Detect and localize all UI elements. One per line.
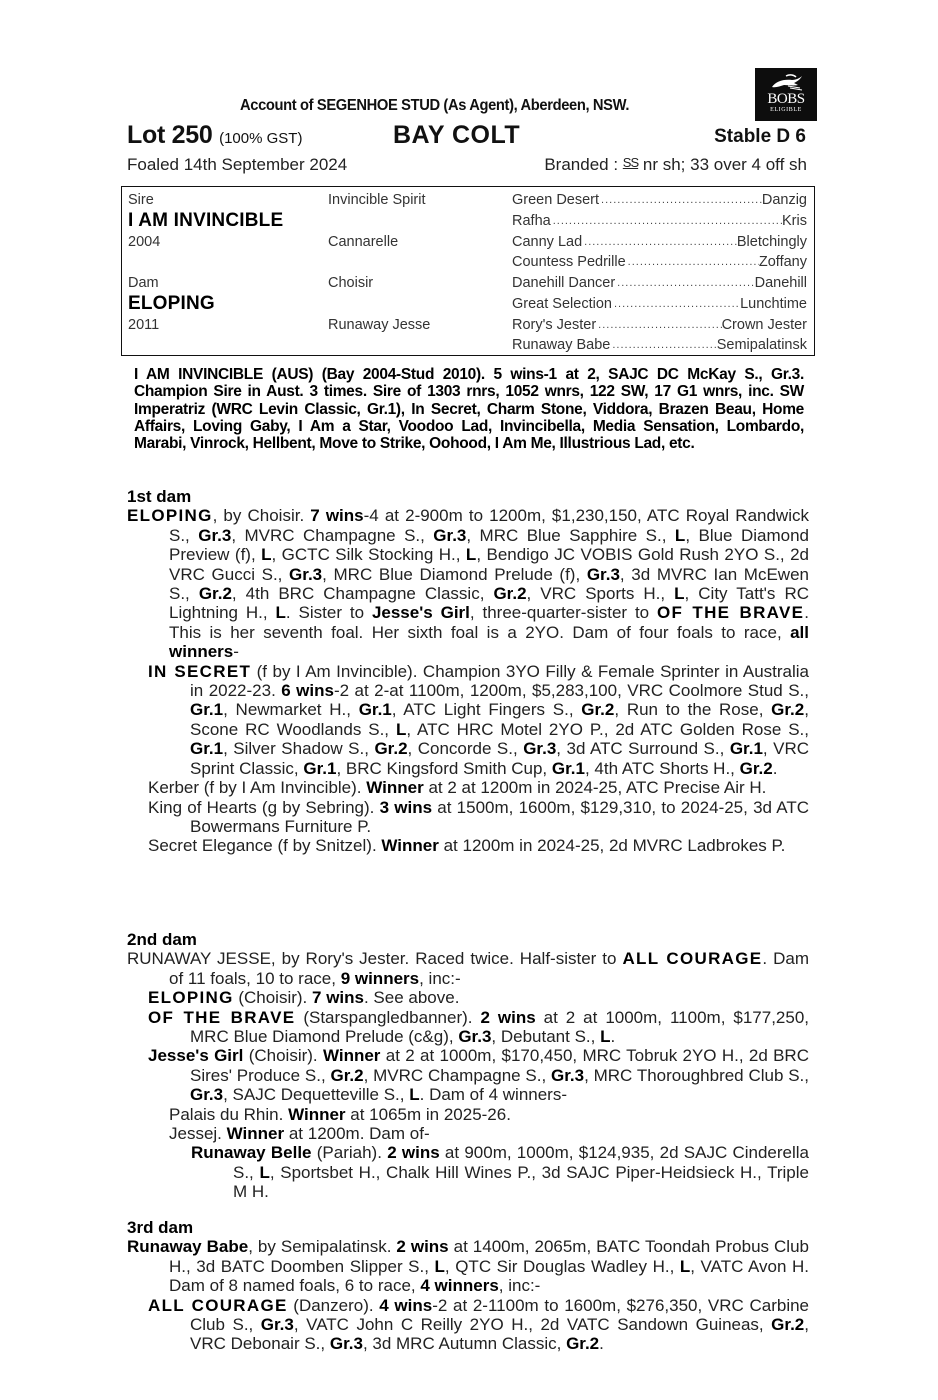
emphasis-text: Gr.2 [581, 700, 615, 720]
emphasis-text: Gr.3 [329, 1334, 363, 1354]
pedigree-gen3 [512, 335, 807, 355]
progeny-entry [148, 1008, 809, 1047]
brand-info [544, 155, 807, 175]
second-dam-entries [127, 949, 809, 1201]
progeny-entry [169, 1124, 809, 1143]
pedigree-gen4-sire: Semipalatinsk [716, 337, 807, 353]
emphasis-text: Gr.2 [374, 739, 408, 759]
pedigree-gen3 [512, 294, 807, 314]
second-dam-heading: 2nd dam [127, 930, 197, 949]
emphasis-text: Gr.2 [493, 584, 527, 604]
branded-label: Branded : [544, 155, 619, 174]
body-text: , GCTC Silk Stocking H., [271, 545, 466, 565]
body-text: , VRC Debonair S., [190, 1315, 809, 1354]
stable-location: Stable D 6 [714, 126, 806, 147]
body-text: , BRC Kingsford Smith Cup, [336, 758, 552, 778]
emphasis-text: L [275, 603, 286, 623]
pedigree-gen3-name: Rory's Jester [512, 317, 597, 333]
progeny-entry [127, 1237, 809, 1295]
body-text: , three-quarter-sister to [469, 603, 658, 623]
body-text: , Newmarket H., [223, 700, 359, 720]
body-text: . Dam of 11 foals, 10 to race, [169, 949, 809, 988]
body-text: , Blue Diamond Preview (f), [169, 525, 809, 565]
pedigree-gen3 [512, 190, 807, 210]
emphasis-text: 2 wins [387, 1143, 440, 1163]
emphasis-text: Gr.3 [190, 1085, 224, 1105]
emphasis-text: ELOPING [127, 506, 213, 526]
emphasis-text: 7 wins [312, 988, 364, 1008]
emphasis-text: 9 winners [340, 968, 420, 988]
body-text: at 2 at 1000m, 1100m, $177,250, MRC Blue Diamond Prelude (c&g), [190, 1007, 810, 1047]
body-text: Palais du Rhin. [169, 1104, 289, 1124]
emphasis-text: 4 wins [379, 1295, 433, 1315]
body-text: , Run to the Rose, [614, 700, 772, 720]
pedigree-row [122, 335, 814, 355]
pedigree-gen3 [512, 232, 807, 252]
horse-description: BAY COLT [393, 121, 521, 149]
dot-leader [582, 232, 737, 252]
body-text: , Debutant S., [491, 1027, 601, 1047]
body-text: , by Choisir. [212, 506, 311, 526]
emphasis-text: Gr.3 [433, 525, 467, 545]
body-text: , Sportsbet H., Chalk Hill Wines P., 3d SAJC Piper-Heidsieck H., Triple M H. [233, 1162, 809, 1202]
pedigree-gen1: I AM INVINCIBLE [128, 210, 284, 231]
body-text: , VATC John C Reilly 2YO H., 2d VATC Sandown Guineas, [293, 1315, 772, 1335]
pedigree-gen3 [512, 252, 807, 272]
pedigree-table [121, 186, 815, 356]
dot-leader [596, 315, 721, 335]
pedigree-gen2: Choisir [328, 275, 374, 291]
progeny-entry [148, 1046, 809, 1104]
bobs-eligible-logo [755, 68, 817, 121]
body-text: , Silver Shadow S., [223, 739, 375, 759]
body-text: . [610, 1027, 616, 1047]
dot-leader [612, 294, 740, 314]
pedigree-gen1: 2004 [128, 234, 161, 250]
body-text: , VATC Avon H. Dam of 8 named foals, 6 to race, [169, 1256, 809, 1296]
pedigree-gen3-name: Green Desert [512, 192, 600, 208]
body-text: , QTC Sir Douglas Wadley H., [444, 1256, 680, 1276]
emphasis-text: Runaway Belle [191, 1143, 312, 1163]
pedigree-gen3 [512, 273, 807, 293]
emphasis-text: L [674, 584, 685, 604]
emphasis-text: L [434, 1256, 445, 1276]
foaled-date: Foaled 14th September 2024 [127, 155, 348, 174]
body-text: , Concorde S., [407, 739, 524, 759]
emphasis-text: 6 wins [281, 681, 334, 701]
body-text: . Dam of 4 winners- [419, 1085, 568, 1105]
emphasis-text: Jesse's Girl [148, 1046, 244, 1066]
emphasis-text: L [465, 545, 477, 565]
branded-text: nr sh; 33 over 4 off sh [642, 155, 807, 174]
emphasis-text: Gr.1 [729, 739, 763, 759]
emphasis-text: all winners [169, 622, 809, 662]
body-text: at 1400m, 2065m, BATC Toondah Probus Club H., 3d BATC Doomben Slipper S., [169, 1237, 809, 1276]
body-text: , MRC Blue Sapphire S., [466, 525, 675, 545]
body-text: at 900m, 1000m, $124,935, 2d SAJC Cinderella S., [233, 1143, 809, 1182]
sire-summary: I AM INVINCIBLE (AUS) (Bay 2004-Stud 2010). 5 wins-1 at 2, SAJC DC McKay S., Gr.3. Champion Sire in Aust. 3 times. Sire of 1303 rnrs, 1052 wnrs, 122 SW, 17 G1 wnrs, inc. SW Imperatriz (WRC Levin Classic, Gr.1), In Secret, Charm Stone, Viddora, Brazen Beau, Home Affairs, Loving Gaby, I Am a Star, Voodoo Lad, Invincibella, Media Sensation, Lombardo, Marabi, Vinrock, Hellbent, Move to Strike, Oohood, I Am Me, Illustrious Lad, etc. [134, 366, 804, 453]
pedigree-gen3-name: Countess Pedrille [512, 254, 626, 270]
body-text: (Starspangledbanner). [295, 1007, 481, 1027]
pedigree-gen1: ELOPING [128, 293, 215, 314]
third-dam-heading: 3rd dam [127, 1218, 194, 1237]
emphasis-text: Winner [288, 1104, 346, 1124]
pedigree-gen4-sire: Zoffany [758, 254, 807, 270]
emphasis-text: L [259, 1162, 270, 1182]
body-text: RUNAWAY JESSE, by Rory's Jester. Raced twice. Half-sister to [127, 949, 623, 969]
body-text: . [772, 758, 778, 778]
body-text: , 3d MVRC Ian McEwen S., [169, 564, 809, 604]
first-dam-entries [127, 506, 809, 855]
emphasis-text: Runaway Babe [127, 1237, 249, 1257]
emphasis-text: Gr.1 [190, 739, 224, 759]
body-text: -4 at 2-900m to 1200m, $1,230,150, ATC Royal Randwick S., [169, 506, 809, 545]
pedigree-gen4-sire: Lunchtime [740, 296, 807, 312]
pedigree-row [122, 315, 814, 335]
progeny-entry [169, 1105, 809, 1124]
pedigree-row [122, 211, 814, 231]
emphasis-text: Gr.2 [566, 1334, 600, 1354]
emphasis-text: 2 wins [480, 1007, 536, 1027]
dot-leader [610, 335, 716, 355]
emphasis-text: L [674, 525, 686, 545]
emphasis-text: Gr.2 [198, 584, 232, 604]
emphasis-text: Winner [226, 1124, 285, 1144]
second-dam-section [127, 930, 809, 1202]
pedigree-gen4-sire: Kris [782, 213, 807, 229]
body-text: -2 at 2-at 1100m, 1200m, $5,283,100, VRC Coolmore Stud S., [333, 681, 809, 701]
progeny-entry [148, 798, 809, 837]
body-text: Kerber (f by I Am Invincible). [148, 778, 367, 798]
body-text: , 4th ATC Shorts H., [584, 758, 740, 778]
pedigree-gen4-sire: Danehill [754, 275, 807, 291]
body-text: at 1200m. Dam of- [284, 1124, 430, 1144]
body-text: , MVRC Champagne S., [231, 525, 434, 545]
pedigree-gen3-name: Runaway Babe [512, 337, 611, 353]
progeny-entry [191, 1143, 809, 1201]
body-text: , VRC Sports H., [526, 584, 675, 604]
progeny-entry [148, 662, 809, 778]
dot-leader [615, 273, 754, 293]
body-text: , inc:- [419, 968, 461, 988]
emphasis-text: Winner [366, 778, 424, 798]
pedigree-row [122, 232, 814, 252]
body-text: , by Semipalatinsk. [248, 1237, 397, 1257]
emphasis-text: ALL COURAGE [622, 949, 763, 969]
body-text: . This is her seventh foal. Her sixth foal is a 2YO. Dam of four foals to race, [169, 603, 809, 642]
body-text: (Danzero). [287, 1295, 380, 1315]
lot-number [127, 121, 302, 150]
body-text: , ATC Light Fingers S., [391, 700, 582, 720]
body-text: - [233, 642, 239, 662]
first-dam-section [127, 487, 809, 856]
pedigree-gen3 [512, 315, 807, 335]
pedigree-gen3-name: Danehill Dancer [512, 275, 616, 291]
body-text: . [599, 1334, 604, 1354]
dot-leader [599, 190, 762, 210]
emphasis-text: L [395, 719, 407, 739]
body-text: Jessej. [169, 1124, 227, 1144]
emphasis-text: Gr.2 [330, 1065, 364, 1085]
emphasis-text: 3 wins [379, 797, 433, 817]
emphasis-text: OF THE BRAVE [148, 1007, 296, 1027]
pedigree-gen3-name: Canny Lad [512, 234, 583, 250]
pedigree-gen2: Runaway Jesse [328, 317, 431, 333]
emphasis-text: Gr.3 [198, 525, 232, 545]
body-text: , MRC Thoroughbred Club S., [584, 1065, 809, 1085]
body-text: at 1200m in 2024-25, 2d MVRC Ladbrokes P. [438, 836, 786, 856]
lot-line [127, 121, 809, 151]
brand-mark-icon: SS [622, 155, 639, 170]
body-text: (Choisir). [243, 1046, 323, 1066]
emphasis-text: Gr.3 [551, 1065, 585, 1085]
body-text: , SAJC Dequetteville S., [223, 1085, 410, 1105]
progeny-entry [127, 949, 809, 988]
gst-note: (100% GST) [219, 130, 303, 147]
third-dam-entries [127, 1237, 809, 1353]
pedigree-gen1: 2011 [128, 317, 160, 333]
body-text: , 4th BRC Champagne Classic, [231, 584, 494, 604]
body-text: at 2 at 1200m in 2024-25, ATC Precise Air H. [423, 778, 767, 798]
dot-leader [551, 211, 782, 231]
emphasis-text: Gr.1 [358, 700, 392, 720]
body-text: , inc:- [498, 1276, 541, 1296]
pedigree-row [122, 190, 814, 210]
body-text: . See above. [363, 988, 460, 1008]
pedigree-gen3-name: Great Selection [512, 296, 612, 312]
emphasis-text: Gr.2 [771, 1315, 805, 1335]
logo-text: BOBS [767, 91, 805, 107]
progeny-entry [148, 988, 809, 1007]
pedigree-gen1: Dam [128, 275, 159, 291]
body-text: , VRC Sprint Classic, [190, 739, 810, 778]
pedigree-gen1: Sire [128, 192, 154, 208]
lot-label: Lot 250 [127, 121, 213, 149]
emphasis-text: Winner [322, 1046, 381, 1066]
first-dam-heading: 1st dam [127, 487, 192, 506]
body-text: at 2 at 1000m, $170,450, MRC Tobruk 2YO H., 2d BRC Sires' Produce S., [190, 1046, 809, 1085]
emphasis-text: OF THE BRAVE [657, 603, 805, 623]
pedigree-gen2: Cannarelle [328, 234, 399, 250]
body-text: , MVRC Champagne S., [363, 1065, 551, 1085]
body-text: (Choisir). [233, 988, 313, 1008]
body-text: , ATC HRC Motel 2YO P., 2d ATC Golden Rose S., [406, 719, 809, 739]
emphasis-text: Gr.2 [771, 700, 805, 720]
body-text: , City Tatt's RC Lightning H., [169, 584, 810, 623]
dot-leader [626, 252, 759, 272]
emphasis-text: Gr.1 [551, 758, 585, 778]
progeny-entry [148, 1296, 809, 1354]
body-text: at 1065m in 2025-26. [345, 1104, 511, 1124]
emphasis-text: Gr.3 [523, 739, 557, 759]
horse-head-icon [766, 73, 806, 91]
body-text: , Bendigo JC VOBIS Gold Rush 2YO S., 2d VRC Gucci S., [169, 545, 809, 584]
emphasis-text: 2 wins [396, 1237, 449, 1257]
emphasis-text: IN SECRET [148, 661, 252, 681]
third-dam-section [127, 1218, 809, 1354]
pedigree-row [122, 273, 814, 293]
pedigree-gen3 [512, 211, 807, 231]
body-text: (f by I Am Invincible). Champion 3YO Filly & Female Sprinter in Australia in 2022-23. [190, 661, 809, 701]
emphasis-text: Winner [381, 836, 439, 856]
body-text: at 1500m, 1600m, $129,310, to 2024-25, 3d ATC Bowermans Furniture P. [190, 797, 809, 836]
progeny-entry [148, 836, 809, 855]
body-text: . Sister to [285, 603, 372, 623]
vendor-account: Account of SEGENHOE STUD (As Agent), Aberdeen, NSW. [240, 97, 630, 114]
pedigree-gen4-sire: Danzig [761, 192, 807, 208]
emphasis-text: ELOPING [148, 988, 234, 1008]
body-text: , Scone RC Woodlands S., [190, 700, 809, 739]
pedigree-gen4-sire: Bletchingly [736, 234, 807, 250]
emphasis-text: L [261, 545, 272, 565]
pedigree-row [122, 252, 814, 272]
emphasis-text: 4 winners [420, 1276, 499, 1296]
body-text: Secret Elegance (f by Snitzel). [148, 836, 382, 856]
body-text: -2 at 2-1100m to 1600m, $276,350, VRC Carbine Club S., [190, 1295, 810, 1335]
emphasis-text: Gr.2 [739, 758, 773, 778]
body-text: , 3d ATC Surround S., [556, 739, 730, 759]
progeny-entry [148, 778, 809, 797]
emphasis-text: Gr.3 [260, 1315, 294, 1335]
body-text: , 3d MRC Autumn Classic, [362, 1334, 567, 1354]
emphasis-text: ALL COURAGE [148, 1295, 288, 1315]
emphasis-text: Gr.1 [303, 758, 337, 778]
emphasis-text: 7 wins [310, 506, 364, 526]
emphasis-text: L [600, 1027, 611, 1047]
emphasis-text: Gr.1 [190, 700, 224, 720]
emphasis-text: Gr.3 [458, 1027, 492, 1047]
body-text: (Pariah). [311, 1143, 388, 1163]
emphasis-text: L [409, 1085, 420, 1105]
emphasis-text: Gr.3 [586, 564, 620, 584]
pedigree-row [122, 294, 814, 314]
pedigree-gen2: Invincible Spirit [328, 192, 426, 208]
emphasis-text: L [679, 1256, 691, 1276]
logo-subtext: ELIGIBLE [770, 107, 802, 113]
pedigree-gen4-sire: Crown Jester [721, 317, 807, 333]
body-text: King of Hearts (g by Sebring). [148, 797, 380, 817]
emphasis-text: Gr.3 [289, 564, 323, 584]
body-text: , MRC Blue Diamond Prelude (f), [322, 564, 587, 584]
progeny-entry [127, 506, 809, 661]
pedigree-gen3-name: Rafha [512, 213, 551, 229]
emphasis-text: Jesse's Girl [371, 603, 470, 623]
